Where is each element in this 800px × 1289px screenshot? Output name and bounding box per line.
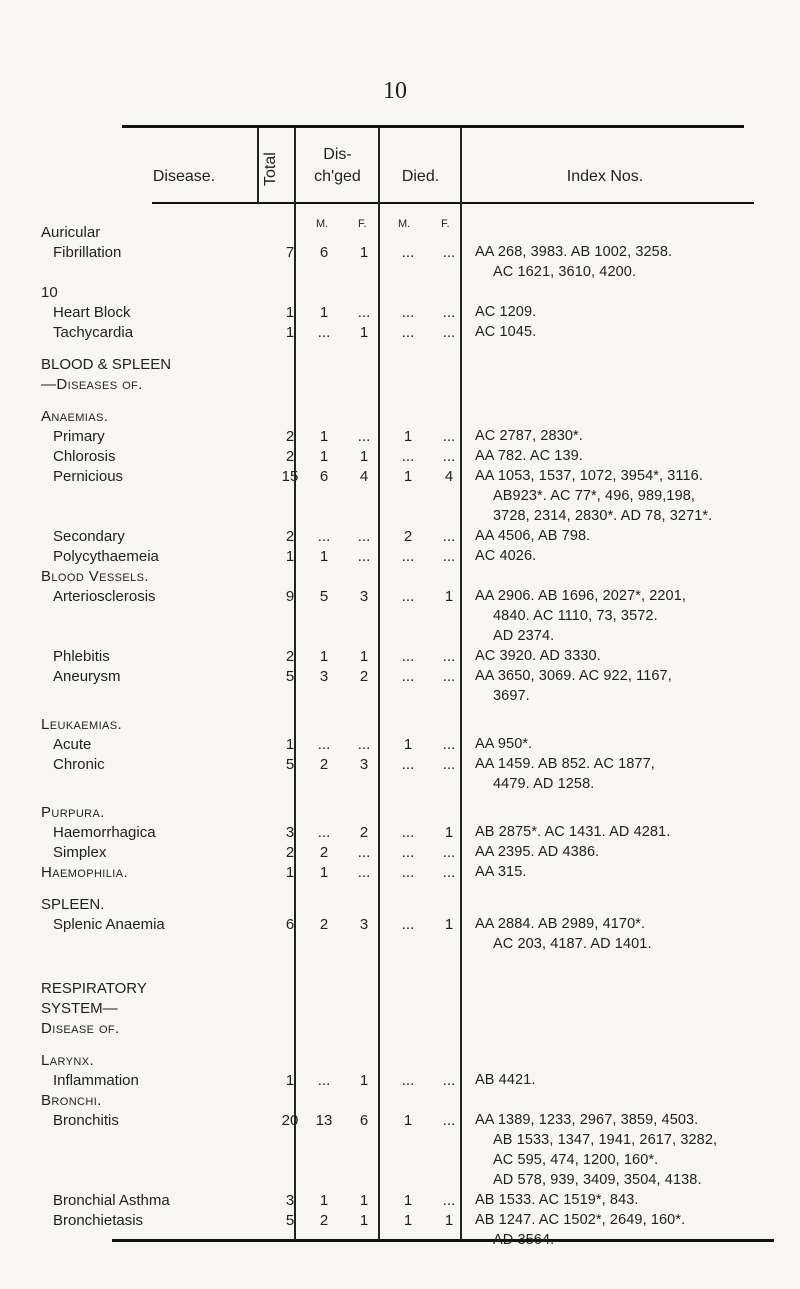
table-row-continuation bbox=[0, 936, 800, 956]
died-male-cell: ... bbox=[401, 916, 415, 933]
died-female-cell: ... bbox=[442, 244, 456, 261]
section-label: Bronchi. bbox=[41, 1092, 102, 1109]
discharged-male-cell: 1 bbox=[319, 864, 329, 881]
header-died-female: F. bbox=[441, 218, 450, 230]
died-male-cell: 1 bbox=[403, 1212, 413, 1229]
discharged-female-cell: 1 bbox=[359, 1072, 369, 1089]
index-numbers: AB923*. AC 77*, 496, 989,198, bbox=[493, 488, 696, 504]
section-heading bbox=[0, 980, 800, 1000]
table-row-continuation bbox=[0, 1152, 800, 1172]
table-row bbox=[0, 1192, 800, 1212]
disease-name: Splenic Anaemia bbox=[53, 916, 165, 933]
index-numbers: AA 950*. bbox=[475, 736, 533, 752]
died-female-cell: ... bbox=[442, 756, 456, 773]
header-discharged-male: M. bbox=[316, 218, 329, 230]
died-male-cell: ... bbox=[401, 824, 415, 841]
discharged-female-cell: 1 bbox=[359, 448, 369, 465]
index-numbers: AC 1045. bbox=[475, 324, 537, 340]
section-label: Disease of. bbox=[41, 1020, 120, 1037]
total-cell: 5 bbox=[285, 668, 295, 685]
row-spacer bbox=[0, 708, 800, 716]
disease-name: Bronchietasis bbox=[53, 1212, 144, 1229]
discharged-male-cell: 2 bbox=[319, 844, 329, 861]
died-male-cell: ... bbox=[401, 756, 415, 773]
index-numbers: AA 4506, AB 798. bbox=[475, 528, 591, 544]
index-numbers: AC 2787, 2830*. bbox=[475, 428, 583, 444]
section-label: —Diseases of. bbox=[41, 376, 143, 393]
index-numbers: AA 782. AC 139. bbox=[475, 448, 583, 464]
table-row bbox=[0, 668, 800, 688]
table-row bbox=[0, 916, 800, 936]
section-heading bbox=[0, 1092, 800, 1112]
table-row bbox=[0, 756, 800, 776]
died-female-cell: ... bbox=[442, 864, 456, 881]
discharged-female-cell: 1 bbox=[359, 1192, 369, 1209]
discharged-female-cell: ... bbox=[357, 428, 371, 445]
table-row-continuation bbox=[0, 1232, 800, 1252]
section-label: Auricular bbox=[41, 224, 101, 241]
table-row bbox=[0, 1212, 800, 1232]
disease-name: Simplex bbox=[53, 844, 107, 861]
disease-name: Bronchitis bbox=[53, 1112, 119, 1129]
total-cell: 1 bbox=[285, 304, 295, 321]
died-female-cell: ... bbox=[442, 528, 456, 545]
total-cell: 1 bbox=[285, 548, 295, 565]
died-female-cell: 1 bbox=[444, 1212, 454, 1229]
index-numbers: AD 578, 939, 3409, 3504, 4138. bbox=[493, 1172, 702, 1188]
discharged-male-cell: 1 bbox=[319, 448, 329, 465]
table-row bbox=[0, 244, 800, 264]
index-numbers: 3697. bbox=[493, 688, 530, 704]
discharged-male-cell: 2 bbox=[319, 756, 329, 773]
discharged-female-cell: 2 bbox=[359, 824, 369, 841]
disease-name: Phlebitis bbox=[53, 648, 110, 665]
died-male-cell: ... bbox=[401, 864, 415, 881]
header-rule bbox=[152, 202, 754, 204]
header-total: Total bbox=[262, 152, 279, 186]
total-cell: 20 bbox=[281, 1112, 299, 1129]
section-heading bbox=[0, 1052, 800, 1072]
discharged-male-cell: 6 bbox=[319, 244, 329, 261]
discharged-male-cell: ... bbox=[317, 824, 331, 841]
disease-name: Haemorrhagica bbox=[53, 824, 156, 841]
table-row-continuation bbox=[0, 488, 800, 508]
section-heading bbox=[0, 804, 800, 824]
discharged-female-cell: 3 bbox=[359, 756, 369, 773]
discharged-male-cell: 5 bbox=[319, 588, 329, 605]
index-numbers: AA 1459. AB 852. AC 1877, bbox=[475, 756, 655, 772]
row-spacer bbox=[0, 884, 800, 896]
index-numbers: AB 4421. bbox=[475, 1072, 536, 1088]
section-label: SYSTEM— bbox=[41, 1000, 118, 1017]
index-numbers: AC 4026. bbox=[475, 548, 537, 564]
discharged-male-cell: 1 bbox=[319, 648, 329, 665]
total-cell: 2 bbox=[285, 844, 295, 861]
index-numbers: AC 3920. AD 3330. bbox=[475, 648, 601, 664]
disease-name: Aneurysm bbox=[53, 668, 121, 685]
discharged-male-cell: ... bbox=[317, 528, 331, 545]
died-female-cell: ... bbox=[442, 428, 456, 445]
table-row-continuation bbox=[0, 688, 800, 708]
died-male-cell: ... bbox=[401, 668, 415, 685]
index-numbers: AC 203, 4187. AD 1401. bbox=[493, 936, 652, 952]
total-cell: 3 bbox=[285, 1192, 295, 1209]
row-spacer bbox=[0, 796, 800, 804]
index-numbers: AA 2395. AD 4386. bbox=[475, 844, 600, 860]
table-row bbox=[0, 468, 800, 488]
discharged-male-cell: 1 bbox=[319, 1192, 329, 1209]
died-female-cell: ... bbox=[442, 548, 456, 565]
index-numbers: AA 3650, 3069. AC 922, 1167, bbox=[475, 668, 672, 684]
section-heading bbox=[0, 896, 800, 916]
section-label: BLOOD & SPLEEN bbox=[41, 356, 172, 373]
total-cell: 7 bbox=[285, 244, 295, 261]
index-numbers: 3728, 2314, 2830*. AD 78, 3271*. bbox=[493, 508, 713, 524]
disease-name: Pernicious bbox=[53, 468, 124, 485]
header-discharged-1: Dis- bbox=[323, 146, 352, 163]
died-female-cell: ... bbox=[442, 668, 456, 685]
died-male-cell: ... bbox=[401, 1072, 415, 1089]
discharged-female-cell: ... bbox=[357, 736, 371, 753]
total-cell: 2 bbox=[285, 448, 295, 465]
died-male-cell: ... bbox=[401, 304, 415, 321]
row-spacer bbox=[0, 344, 800, 356]
died-female-cell: 4 bbox=[444, 468, 454, 485]
table-row bbox=[0, 1112, 800, 1132]
index-numbers: AB 1533. AC 1519*, 843. bbox=[475, 1192, 639, 1208]
index-numbers: AC 1209. bbox=[475, 304, 537, 320]
section-heading bbox=[0, 1020, 800, 1040]
section-heading bbox=[0, 224, 800, 244]
total-cell: 3 bbox=[285, 824, 295, 841]
died-male-cell: 1 bbox=[403, 428, 413, 445]
index-numbers: AB 2875*. AC 1431. AD 4281. bbox=[475, 824, 671, 840]
header-index: Index Nos. bbox=[566, 168, 644, 185]
section-heading bbox=[0, 376, 800, 396]
table-row bbox=[0, 1072, 800, 1092]
top-rule bbox=[122, 125, 744, 128]
died-female-cell: ... bbox=[442, 1192, 456, 1209]
page-number: 10 bbox=[383, 78, 407, 104]
table-row-continuation bbox=[0, 776, 800, 796]
discharged-male-cell: 1 bbox=[319, 548, 329, 565]
died-male-cell: ... bbox=[401, 548, 415, 565]
table-row bbox=[0, 736, 800, 756]
total-cell: 9 bbox=[285, 588, 295, 605]
discharged-female-cell: 1 bbox=[359, 1212, 369, 1229]
died-male-cell: 1 bbox=[403, 1192, 413, 1209]
total-cell: 1 bbox=[285, 864, 295, 881]
table-row bbox=[0, 864, 800, 884]
index-numbers: AA 2884. AB 2989, 4170*. bbox=[475, 916, 646, 932]
section-label: Anaemias. bbox=[41, 408, 109, 425]
table-row-continuation bbox=[0, 508, 800, 528]
discharged-male-cell: 6 bbox=[319, 468, 329, 485]
died-male-cell: 1 bbox=[403, 1112, 413, 1129]
discharged-female-cell: 1 bbox=[359, 244, 369, 261]
header-died-male: M. bbox=[398, 218, 411, 230]
section-label: Larynx. bbox=[41, 1052, 95, 1069]
section-label: 10 bbox=[41, 284, 58, 301]
disease-name: Tachycardia bbox=[53, 324, 134, 341]
discharged-female-cell: ... bbox=[357, 548, 371, 565]
discharged-female-cell: ... bbox=[357, 528, 371, 545]
disease-name: Bronchial Asthma bbox=[53, 1192, 170, 1209]
index-numbers: AA 268, 3983. AB 1002, 3258. bbox=[475, 244, 673, 260]
disease-name: Primary bbox=[53, 428, 105, 445]
discharged-female-cell: 3 bbox=[359, 588, 369, 605]
disease-name: Fibrillation bbox=[53, 244, 122, 261]
section-heading bbox=[0, 356, 800, 376]
discharged-female-cell: 1 bbox=[359, 324, 369, 341]
total-cell: 6 bbox=[285, 916, 295, 933]
discharged-male-cell: 2 bbox=[319, 916, 329, 933]
index-numbers: AA 315. bbox=[475, 864, 527, 880]
header-discharged-2: ch'ged bbox=[314, 168, 361, 185]
disease-name: Arteriosclerosis bbox=[53, 588, 156, 605]
died-male-cell: ... bbox=[401, 844, 415, 861]
died-female-cell: ... bbox=[442, 844, 456, 861]
index-numbers: AA 1053, 1537, 1072, 3954*, 3116. bbox=[475, 468, 703, 484]
died-female-cell: ... bbox=[442, 1072, 456, 1089]
total-cell: 1 bbox=[285, 324, 295, 341]
table-row bbox=[0, 548, 800, 568]
row-spacer bbox=[0, 1040, 800, 1052]
died-male-cell: ... bbox=[401, 324, 415, 341]
discharged-female-cell: 4 bbox=[359, 468, 369, 485]
total-cell: 2 bbox=[285, 648, 295, 665]
total-cell: 2 bbox=[285, 428, 295, 445]
index-numbers: 4840. AC 1110, 73, 3572. bbox=[493, 608, 658, 624]
section-label: Blood Vessels. bbox=[41, 568, 149, 585]
died-male-cell: ... bbox=[401, 244, 415, 261]
index-numbers: AC 1621, 3610, 4200. bbox=[493, 264, 637, 280]
died-male-cell: ... bbox=[401, 448, 415, 465]
total-cell: 5 bbox=[285, 1212, 295, 1229]
disease-name: Heart Block bbox=[53, 304, 131, 321]
table-row bbox=[0, 448, 800, 468]
header-discharged-female: F. bbox=[358, 218, 367, 230]
died-male-cell: 2 bbox=[403, 528, 413, 545]
discharged-female-cell: ... bbox=[357, 864, 371, 881]
died-female-cell: 1 bbox=[444, 916, 454, 933]
table-row bbox=[0, 304, 800, 324]
discharged-male-cell: 1 bbox=[319, 428, 329, 445]
index-numbers: 4479. AD 1258. bbox=[493, 776, 595, 792]
discharged-female-cell: 2 bbox=[359, 668, 369, 685]
disease-name: Chlorosis bbox=[53, 448, 116, 465]
section-label: RESPIRATORY bbox=[41, 980, 147, 997]
disease-table bbox=[0, 224, 800, 1252]
table-row-continuation bbox=[0, 1172, 800, 1192]
table-row-continuation bbox=[0, 608, 800, 628]
index-numbers: AC 595, 474, 1200, 160*. bbox=[493, 1152, 659, 1168]
table-row-continuation bbox=[0, 1132, 800, 1152]
section-heading bbox=[0, 716, 800, 736]
header-disease: Disease. bbox=[152, 168, 216, 185]
table-row bbox=[0, 528, 800, 548]
discharged-female-cell: 3 bbox=[359, 916, 369, 933]
table-row-continuation bbox=[0, 264, 800, 284]
discharged-female-cell: ... bbox=[357, 844, 371, 861]
disease-name: Chronic bbox=[53, 756, 105, 773]
index-numbers: AB 1533, 1347, 1941, 2617, 3282, bbox=[493, 1132, 718, 1148]
discharged-male-cell: 2 bbox=[319, 1212, 329, 1229]
discharged-female-cell: 1 bbox=[359, 648, 369, 665]
section-heading bbox=[0, 1000, 800, 1020]
total-cell: 1 bbox=[285, 1072, 295, 1089]
table-row bbox=[0, 588, 800, 608]
discharged-male-cell: 13 bbox=[315, 1112, 333, 1129]
index-numbers: AD 2374. bbox=[493, 628, 555, 644]
died-male-cell: ... bbox=[401, 588, 415, 605]
index-numbers: AA 2906. AB 1696, 2027*, 2201, bbox=[475, 588, 687, 604]
died-female-cell: ... bbox=[442, 736, 456, 753]
total-cell: 15 bbox=[281, 468, 299, 485]
died-male-cell: 1 bbox=[403, 468, 413, 485]
table-row bbox=[0, 324, 800, 344]
table-row bbox=[0, 824, 800, 844]
discharged-male-cell: 3 bbox=[319, 668, 329, 685]
died-female-cell: ... bbox=[442, 304, 456, 321]
disease-name: Secondary bbox=[53, 528, 125, 545]
section-label: Purpura. bbox=[41, 804, 105, 821]
died-female-cell: ... bbox=[442, 1112, 456, 1129]
total-cell: 1 bbox=[285, 736, 295, 753]
disease-name: Polycythaemeia bbox=[53, 548, 159, 565]
table-row bbox=[0, 428, 800, 448]
discharged-male-cell: 1 bbox=[319, 304, 329, 321]
died-male-cell: 1 bbox=[403, 736, 413, 753]
disease-name: Inflammation bbox=[53, 1072, 139, 1089]
header-died: Died. bbox=[401, 168, 440, 185]
section-label: Leukaemias. bbox=[41, 716, 123, 733]
index-numbers: AB 1247. AC 1502*, 2649, 160*. bbox=[475, 1212, 686, 1228]
total-cell: 5 bbox=[285, 756, 295, 773]
row-spacer bbox=[0, 968, 800, 980]
discharged-male-cell: ... bbox=[317, 324, 331, 341]
index-numbers: AA 1389, 1233, 2967, 3859, 4503. bbox=[475, 1112, 699, 1128]
table-row bbox=[0, 844, 800, 864]
died-female-cell: 1 bbox=[444, 824, 454, 841]
died-male-cell: ... bbox=[401, 648, 415, 665]
row-spacer bbox=[0, 956, 800, 968]
index-numbers: AD 3564. bbox=[493, 1232, 555, 1248]
died-female-cell: 1 bbox=[444, 588, 454, 605]
section-label: SPLEEN. bbox=[41, 896, 105, 913]
row-spacer bbox=[0, 396, 800, 408]
total-cell: 2 bbox=[285, 528, 295, 545]
died-female-cell: ... bbox=[442, 648, 456, 665]
discharged-female-cell: 6 bbox=[359, 1112, 369, 1129]
discharged-male-cell: ... bbox=[317, 1072, 331, 1089]
section-heading bbox=[0, 568, 800, 588]
discharged-male-cell: ... bbox=[317, 736, 331, 753]
table-row bbox=[0, 648, 800, 668]
died-female-cell: ... bbox=[442, 448, 456, 465]
column-divider-total bbox=[257, 128, 259, 204]
section-heading bbox=[0, 408, 800, 428]
table-row-continuation bbox=[0, 628, 800, 648]
section-heading bbox=[0, 284, 800, 304]
died-female-cell: ... bbox=[442, 324, 456, 341]
discharged-female-cell: ... bbox=[357, 304, 371, 321]
disease-name: Acute bbox=[53, 736, 92, 753]
disease-name: Haemophilia. bbox=[41, 864, 129, 881]
